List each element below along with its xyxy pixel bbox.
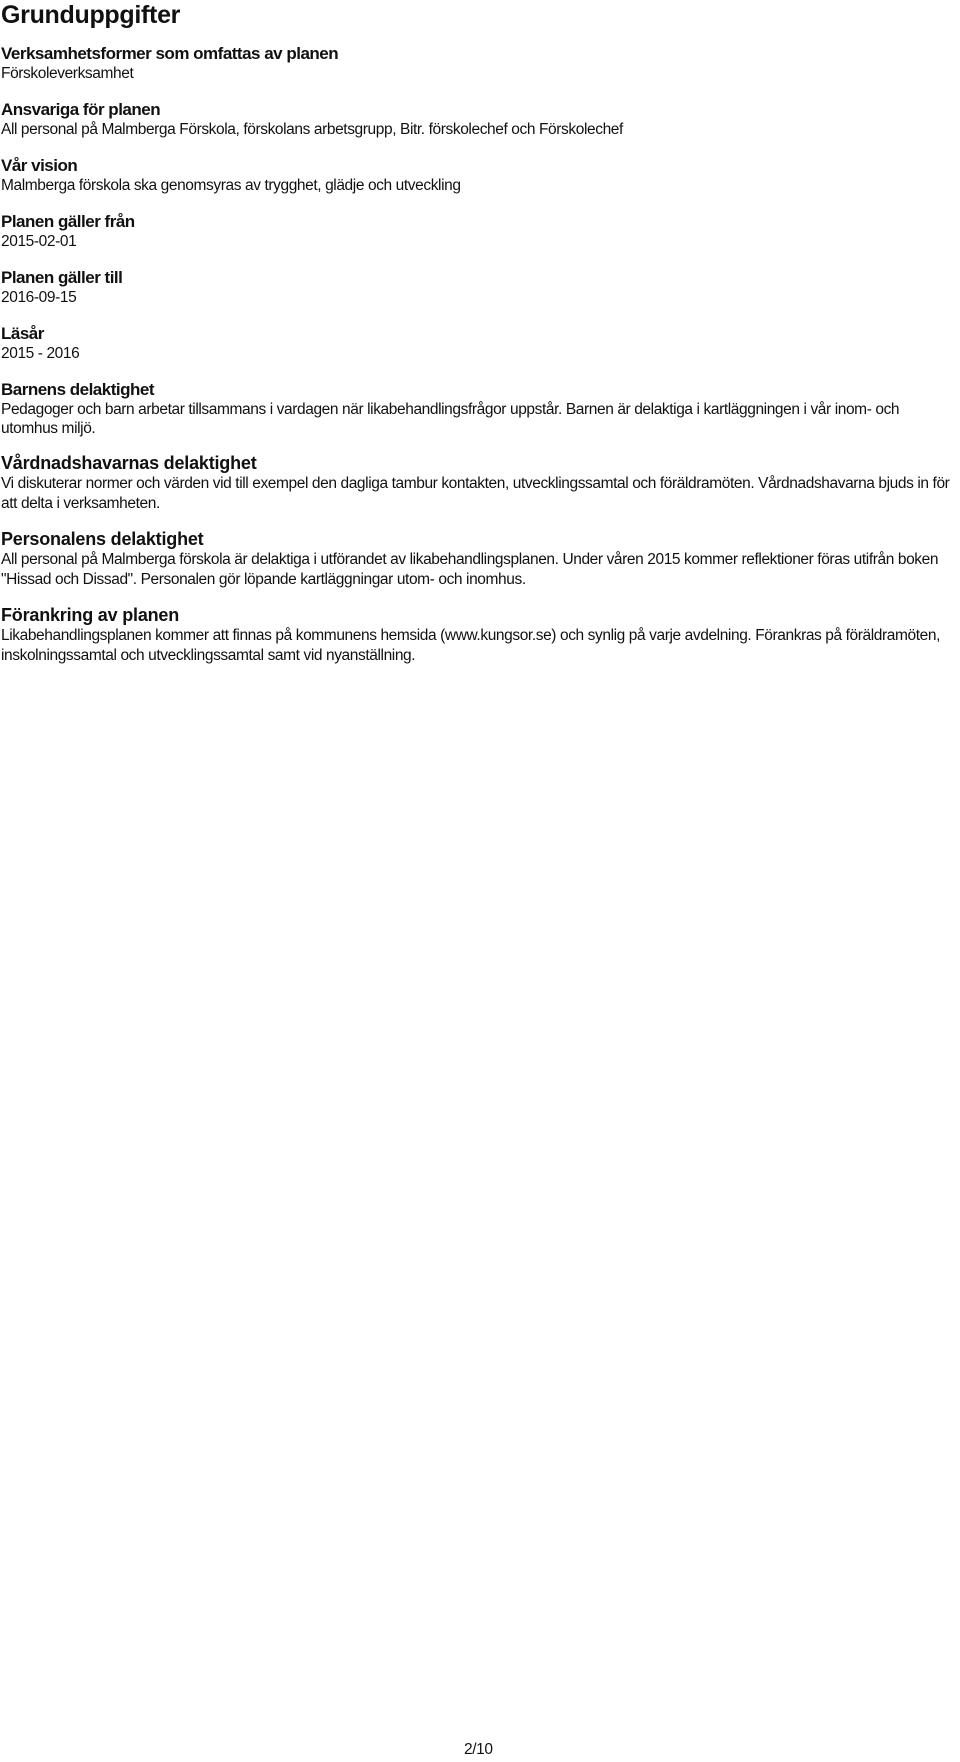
section-planen-fran (1, 212, 956, 251)
section-heading: Vår vision (1, 156, 78, 175)
section-text: 2016-09-15 (1, 289, 77, 306)
section-heading: Vårdnadshavarnas delaktighet (1, 453, 257, 473)
section-heading: Barnens delaktighet (1, 380, 154, 399)
section-heading: Verksamhetsformer som omfattas av planen (1, 44, 339, 63)
section-text: Likabehandlingsplanen kommer att finnas på kommunens hemsida (www.kungsor.se) och synlig på varje avdelning. Förankras på föräldramöten, inskolningssamtal och utvecklingssamtal samt vid nyanställning. (1, 627, 940, 664)
section-heading: Personalens delaktighet (1, 529, 204, 549)
section-heading: Planen gäller från (1, 212, 135, 231)
section-text: Pedagoger och barn arbetar tillsammans i vardagen när likabehandlingsfrågor uppstår. Barnen är delaktiga i kartläggningen i vår inom- och utomhus miljö. (1, 401, 900, 437)
section-text: All personal på Malmberga förskola är delaktiga i utförandet av likabehandlingsplanen. Under våren 2015 kommer reflektioner föras utifrån boken "Hissad och Dissad". Personalen gör löpande kartläggningar utom- och inomhus. (1, 551, 939, 588)
section-personalens-delaktighet (1, 528, 956, 590)
section-barnens-delaktighet (1, 380, 956, 438)
section-text: 2015-02-01 (1, 233, 77, 250)
section-text: All personal på Malmberga Förskola, förskolans arbetsgrupp, Bitr. förskolechef och Förskolechef (1, 121, 623, 138)
section-text: Förskoleverksamhet (1, 65, 134, 82)
section-var-vision (1, 156, 956, 195)
section-text: Vi diskuterar normer och värden vid till exempel den dagliga tambur kontakten, utvecklingssamtal och föräldramöten. Vårdnadshavarna bjuds in för att delta i verksamheten. (1, 475, 950, 512)
section-heading: Förankring av planen (1, 605, 180, 625)
section-heading: Ansvariga för planen (1, 100, 161, 119)
section-ansvariga (1, 100, 956, 139)
section-text: Malmberga förskola ska genomsyras av trygghet, glädje och utveckling (1, 177, 461, 194)
section-lasar (1, 324, 956, 363)
section-heading: Planen gäller till (1, 268, 123, 287)
section-vardnadshavarnas-delaktighet (1, 452, 956, 514)
section-heading: Läsår (1, 324, 44, 343)
section-verksamhetsformer (1, 44, 956, 83)
page-title: Grunduppgifter (1, 1, 181, 29)
page-number: 2/10 (464, 1741, 493, 1758)
section-text: 2015 - 2016 (1, 345, 80, 362)
section-planen-till (1, 268, 956, 307)
section-forankring (1, 604, 956, 666)
document-page (1, 0, 956, 666)
